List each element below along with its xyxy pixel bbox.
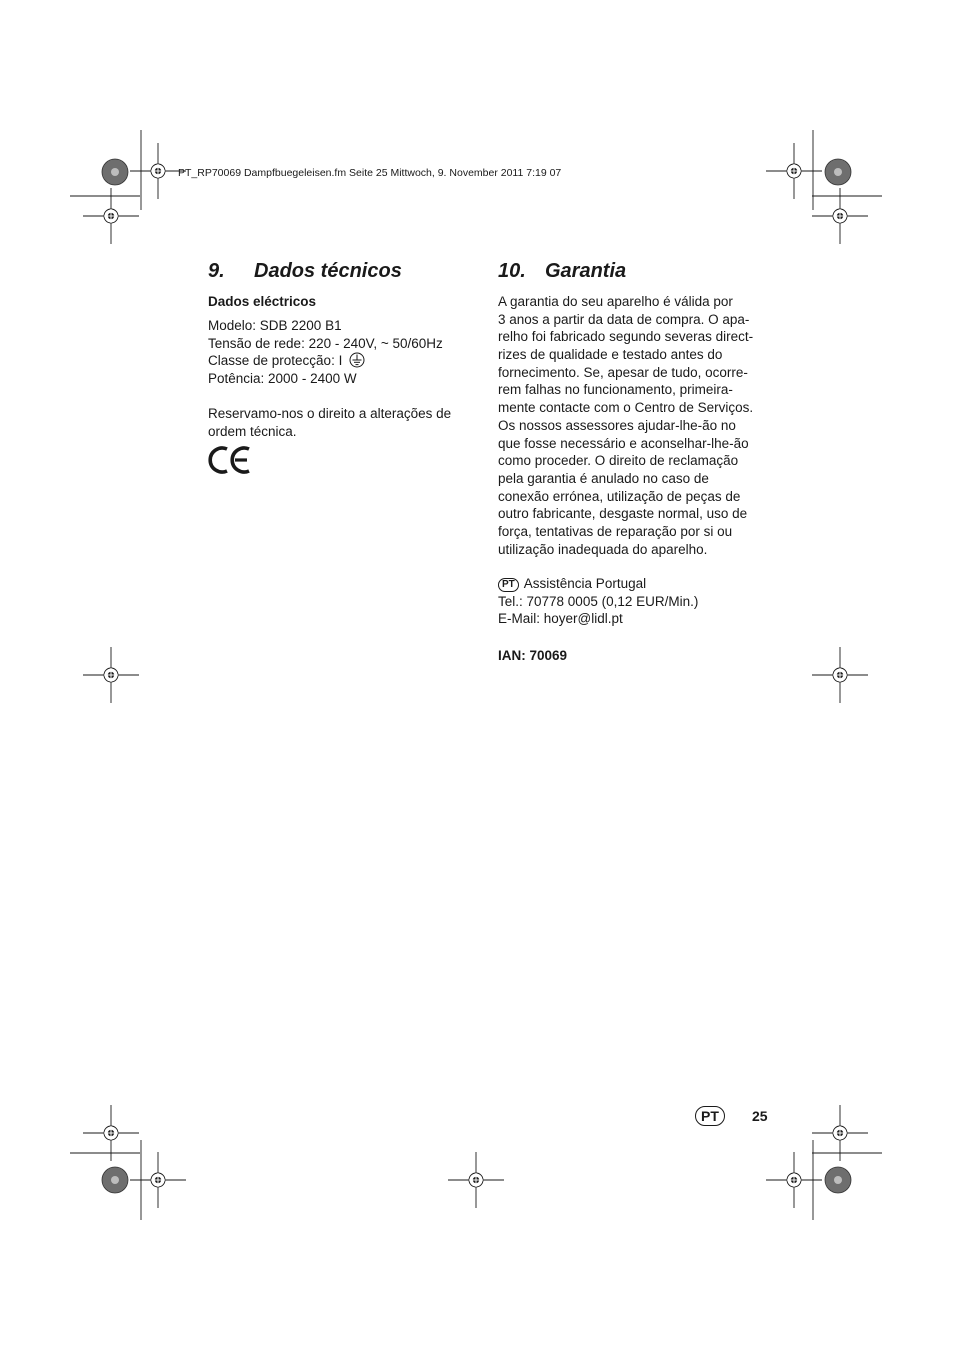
- note-line: ordem técnica.: [208, 423, 297, 439]
- warranty-line: A garantia do seu aparelho é válida por: [498, 294, 733, 309]
- warranty-line: força, tentativas de reparação por si ou: [498, 523, 733, 539]
- warranty-line: que fosse necessário e aconselhar-lhe-ão: [498, 435, 749, 451]
- spec-model: Modelo: SDB 2200 B1: [208, 318, 342, 333]
- note-line: Reservamo-nos o direito a alterações de: [208, 406, 452, 421]
- electrical-data-subheading: Dados eléctricos: [208, 294, 317, 309]
- ian-number: IAN: 70069: [498, 648, 568, 663]
- warranty-line: como proceder. O direito de reclamação: [498, 453, 739, 469]
- warranty-line: relho foi fabricado segundo severas direct-: [498, 329, 754, 345]
- footer-country-badge: PT: [695, 1106, 725, 1126]
- service-email: E-Mail: hoyer@lidl.pt: [498, 611, 623, 627]
- warranty-line: mente contacte com o Centro de Serviços.: [498, 400, 754, 416]
- warranty-line: outro fabricante, desgaste normal, uso de: [498, 506, 748, 522]
- section-10-title: Garantia: [545, 260, 627, 282]
- section-10-number: 10.: [498, 260, 526, 282]
- protective-earth-icon: [349, 352, 365, 368]
- technical-changes-note: [208, 405, 451, 440]
- warranty-line: rem falhas no funcionamento, primeira-: [498, 382, 733, 398]
- section-9-heading: [208, 260, 402, 283]
- section-9-number: 9.: [208, 260, 225, 282]
- country-badge-pt: PT: [498, 578, 519, 592]
- warranty-line: utilização inadequada do aparelho.: [498, 541, 708, 557]
- service-name: Assistência Portugal: [523, 576, 647, 591]
- service-name-line: [498, 575, 698, 593]
- ce-mark-icon: [208, 445, 252, 475]
- warranty-line: pela garantia é anulado no caso de: [498, 470, 709, 486]
- service-phone: Tel.: 70778 0005 (0,12 EUR/Min.): [498, 593, 699, 609]
- spec-protection-class: [208, 352, 443, 370]
- spec-protection-class-text: Classe de protecção: I: [208, 353, 343, 369]
- warranty-body: [498, 293, 753, 558]
- warranty-line: 3 anos a partir da data de compra. O apa-: [498, 311, 750, 327]
- section-9-title: Dados técnicos: [254, 260, 402, 282]
- warranty-line: fornecimento. Se, apesar de tudo, ocorre-: [498, 364, 748, 380]
- section-10-heading: [498, 260, 626, 283]
- warranty-line: conexão errónea, utilização de peças de: [498, 488, 741, 504]
- service-contact: [498, 575, 698, 628]
- spec-voltage: Tensão de rede: 220 - 240V, ~ 50/60Hz: [208, 335, 443, 351]
- spec-power: Potência: 2000 - 2400 W: [208, 371, 357, 387]
- page-number: 25: [752, 1108, 768, 1124]
- warranty-line: rizes de qualidade e testado antes do: [498, 347, 723, 363]
- file-header-line: PT_RP70069 Dampfbuegeleisen.fm Seite 25 Mittwoch, 9. November 2011 7:19 07: [178, 167, 562, 179]
- spec-list: [208, 317, 443, 388]
- warranty-line: Os nossos assessores ajudar-lhe-ão no: [498, 417, 736, 433]
